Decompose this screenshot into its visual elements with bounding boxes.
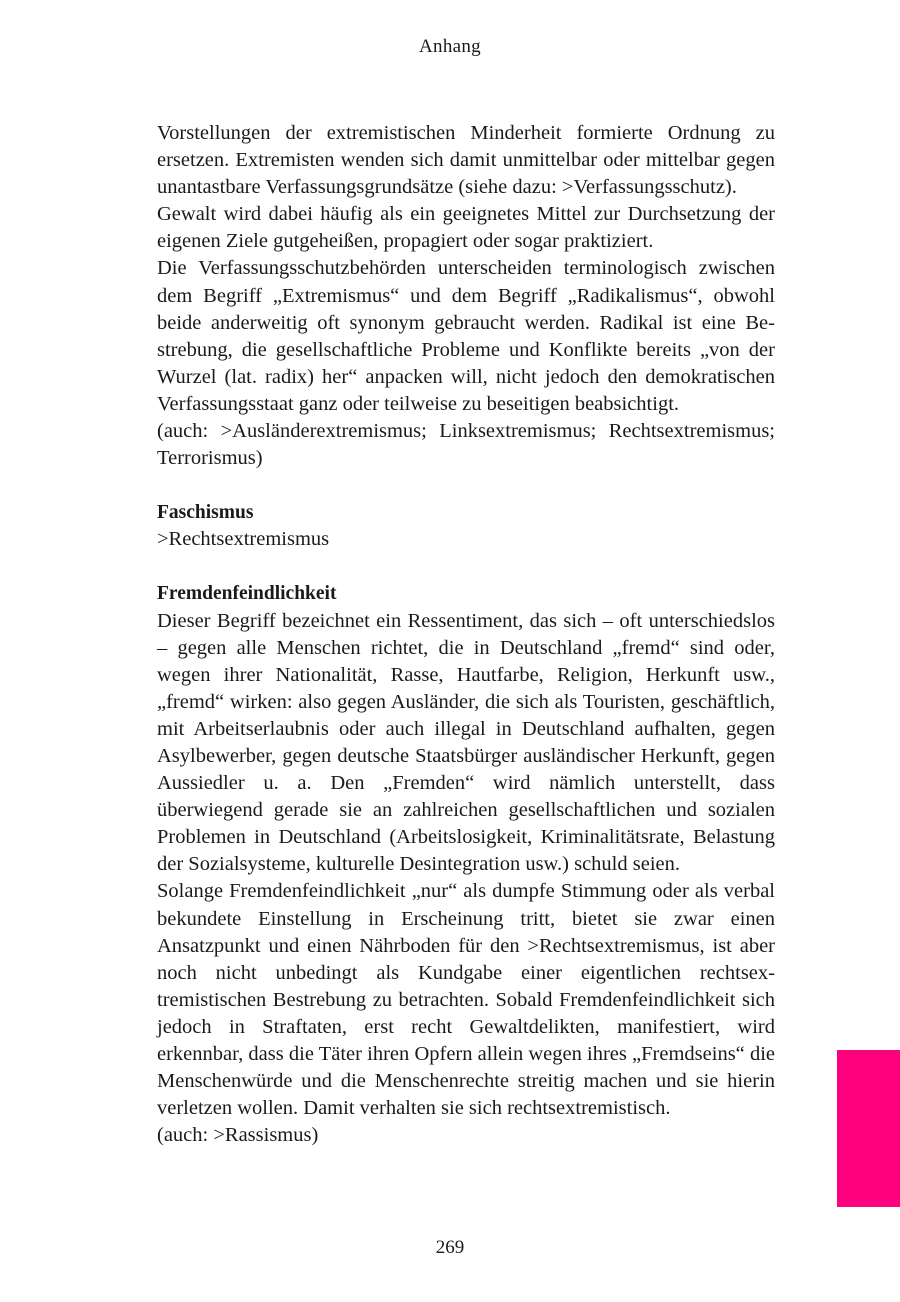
entry-faschismus: [157, 499, 775, 553]
entry-heading-faschismus: Faschismus: [157, 502, 254, 524]
fremdenfeindlichkeit-cross-reference: (auch: >Rassismus): [157, 1124, 319, 1147]
page-number: 269: [435, 1237, 465, 1258]
intro-paragraph-2: Gewalt wird dabei häufig als ein geeignetes Mittel zur Durchsetzung der eigenen Ziele gutgeheißen, propagiert oder sogar praktiziert.: [157, 203, 775, 253]
intro-cross-references: (auch: >Ausländerextremismus; Linksextremismus; Rechtsextremismus; Terrorismus): [157, 420, 775, 470]
entry-reference-faschismus: >Rechtsextremismus: [157, 528, 330, 551]
intro-paragraph-1: Vorstellungen der extremistischen Minderheit formierte Ordnung zu ersetzen. Extremisten wenden sich damit unmittelbar oder mittelbar gegen unantastbare Verfassungsgrundsätze (siehe dazu: >Verfassungsschutz).: [157, 122, 775, 199]
intro-paragraph-3: Die Verfassungsschutzbehörden unterscheiden terminologisch zwischen dem Begriff „Extremismus“ und dem Begriff „Radikalismus“, obwohl beide anderweitig oft synonym gebraucht werden. Radikal ist eine Bestrebung, die gesellschaftliche Probleme und Konflikte bereits „von der Wurzel (lat. radix) her“ anpacken will, nicht jedoch den demokratischen Verfassungsstaat ganz oder teilweise zu beseitigen beabsichtigt.: [157, 257, 775, 415]
page-body: [157, 120, 775, 1149]
fremdenfeindlichkeit-paragraph-2: Solange Fremdenfeindlichkeit „nur“ als dumpfe Stimmung oder als verbal bekundete Einstellung in Erscheinung tritt, bietet sie zwar einen Ansatzpunkt und einen Nährboden für den >Rechtsextremismus, ist aber noch nicht unbedingt als Kundgabe einer eigentlichen rechtsextremistischen Bestrebung zu betrachten. Sobald Fremdenfeindlichkeit sich jedoch in Straftaten, erst recht Gewaltdelikten, manifestiert, wird erkennbar, dass die Täter ihren Opfern allein wegen ihres „Fremdseins“ die Menschenwürde und die Menschenrechte streitig machen und sie hierin verletzen wollen. Damit verhalten sie sich rechtsextremistisch.: [157, 880, 775, 1120]
fremdenfeindlichkeit-paragraph-1: Dieser Begriff bezeichnet ein Ressentiment, das sich – oft unterschiedslos – gegen alle Menschen richtet, die in Deutschland „fremd“ sind oder, wegen ihrer Nationalität, Rasse, Hautfarbe, Religion, Herkunft usw., „fremd“ wirken: also gegen Ausländer, die sich als Touristen, geschäftlich, mit Arbeitserlaubnis oder auch illegal in Deutschland aufhalten, gegen Asylbewerber, gegen deutsche Staatsbürger ausländischer Herkunft, gegen Aussiedler u. a. Den „Fremden“ wird nämlich unterstellt, dass überwiegend gerade sie an zahlreichen gesellschaftlichen und sozialen Problemen in Deutschland (Arbeitslosigkeit, Kriminalitätsrate, Belastung der Sozialsysteme, kulturelle Desintegration usw.) schuld seien.: [157, 609, 775, 876]
running-head: Anhang: [419, 36, 481, 57]
entry-heading-fremdenfeindlichkeit: Fremdenfeindlichkeit: [157, 583, 337, 605]
entry-fremdenfeindlichkeit: [157, 580, 775, 1149]
thumb-index-tab: [837, 1050, 900, 1207]
